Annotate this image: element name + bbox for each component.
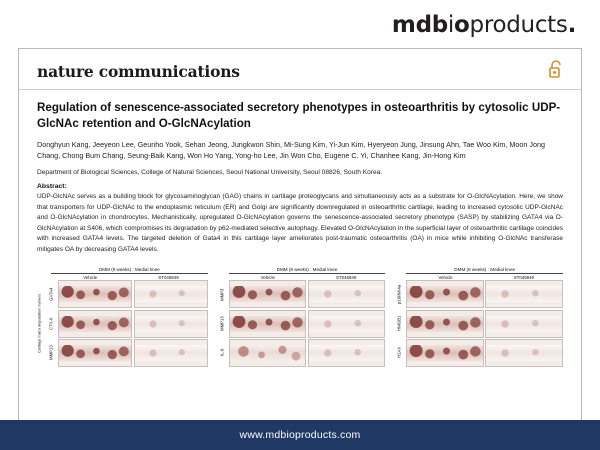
author-list: Donghyun Kang, Jeeyeon Lee, Geunho Yook, Sehan Jeong, Jungkwon Shin, Mi-Sung Kim, Yi-Jun Kim, Hyeryeon Jung, Jinsung Ahn, Tae Woo Kim, Moon Jong Chang, Chong Bum Chang, Seung-Baik Kang, Won Ho Yang, Yong-ho Lee, Jin Won Cho, Eugene C. Yi, Chanhee Kang, Jin-Hong Kim: [37, 139, 545, 161]
row-label: HMGB1: [396, 315, 402, 332]
article-content: [19, 90, 581, 261]
micrograph-row: [406, 339, 563, 367]
footer-bar: [0, 420, 600, 450]
row-label: GATA4: [48, 287, 54, 302]
micrograph-cell: [485, 310, 563, 338]
open-access-lock-icon: [549, 59, 563, 83]
micrograph-grid: [58, 280, 208, 367]
panel-grid: [392, 280, 563, 367]
row-labels: [44, 280, 58, 367]
micrograph-cell: [58, 310, 132, 338]
micrograph-row: [58, 339, 208, 367]
column-label: Vehicle: [83, 275, 98, 281]
row-label: IL-6: [219, 348, 225, 357]
row-label: CTX-II: [48, 317, 54, 330]
micrograph-row: [229, 339, 386, 367]
micrograph-cell: [229, 310, 307, 338]
panel-header: DMM (8 weeks) : Medial knee: [51, 267, 208, 274]
journal-name: nature communications: [37, 61, 240, 81]
micrograph-cell: [406, 339, 484, 367]
micrograph-cell: [485, 339, 563, 367]
row-labels: [392, 280, 406, 367]
page-title: Regulation of senescence-associated secretory phenotypes in osteoarthritis by cytosolic UDP-GlcNAc retention and O-GlcNAcylation: [37, 101, 561, 130]
micrograph-cell: [58, 339, 132, 367]
panel-grid: [37, 280, 208, 367]
micrograph-grid: [406, 280, 563, 367]
article-card: [18, 48, 582, 422]
micrograph-cell: [308, 339, 386, 367]
column-label: Vehicle: [260, 275, 275, 281]
row-label: H2AX: [396, 346, 402, 359]
figure-strip: [19, 261, 581, 375]
row-labels: [215, 280, 229, 367]
micrograph-cell: [308, 280, 386, 308]
micrograph-cell: [134, 339, 208, 367]
brand-header: [0, 0, 600, 46]
micrograph-cell: [58, 280, 132, 308]
micrograph-row: [406, 280, 563, 308]
column-label: ST045849: [158, 275, 179, 281]
row-label: MMP13: [219, 316, 225, 331]
micrograph-cell: [406, 280, 484, 308]
micrograph-cell: [485, 280, 563, 308]
micrograph-row: [229, 310, 386, 338]
micrograph-row: [229, 280, 386, 308]
figure-panel: [392, 267, 563, 367]
micrograph-cell: [134, 280, 208, 308]
abstract-text: UDP-GlcNAc serves as a building block for glycosaminoglycan (GAG) chains in cartilage proteoglycans and simultaneously acts as a substrate for O-GlcNAcylation. Here, we show that transporters for UDP-GlcNAc to the endoplasmic reticulum (ER) and Golgi are significantly downregulated in osteoarthritic cartilage, leading to increased cytosolic UDP-GlcNAc and O-GlcNAcylation in chondrocytes. Mechanistically, upregulated O-GlcNAcylation governs the senescence-associated secretory phenotype (SASP) by stabilizing GATA4 via O-GlcNAcylation at S406, which compromises its degradation by p62-mediated selective autophagy. Elevated O-GlcNAcylation in the superficial layer of osteoarthritic cartilage coincides with increased GATA4 levels. The targeted deletion of Gata4 in this cartilage layer ameliorates post-traumatic osteoarthritis (OA) in mice while inhibiting O-GlcNAc transferase mitigates OA by decreasing GATA4 levels.: [37, 193, 563, 253]
column-label: ST045849: [513, 275, 534, 281]
micrograph-cell: [229, 339, 307, 367]
mdbioproducts-logo: mdbioproducts.: [391, 12, 576, 38]
micrograph-cell: [308, 310, 386, 338]
micrograph-cell: [229, 280, 307, 308]
figure-panel: [37, 267, 208, 367]
panel-header: DMM (8 weeks) : Medial knee: [406, 267, 563, 274]
column-label: ST045849: [336, 275, 357, 281]
micrograph-row: [58, 280, 208, 308]
micrograph-cell: [134, 310, 208, 338]
micrograph-row: [406, 310, 563, 338]
micrograph-cell: [406, 310, 484, 338]
abstract-label: Abstract:: [37, 183, 67, 190]
panel-grid: [215, 280, 386, 367]
row-label: MMP3: [219, 288, 225, 301]
panel-header: DMM (8 weeks) : Medial knee: [229, 267, 386, 274]
journal-header: [19, 49, 581, 90]
micrograph-row: [58, 310, 208, 338]
row-label: p16INK4a: [396, 285, 402, 305]
figure-panel: [215, 267, 386, 367]
affiliation: Department of Biological Sciences, College of Natural Sciences, Seoul National University, Seoul 08826, South Korea.: [37, 169, 383, 176]
row-label: MMP13: [48, 345, 54, 360]
micrograph-grid: [229, 280, 386, 367]
column-label: Vehicle: [438, 275, 453, 281]
footer-url[interactable]: www.mdbioproducts.com: [239, 429, 361, 441]
panel-side-note: Cartilage matrix degradation markers: [37, 294, 42, 354]
